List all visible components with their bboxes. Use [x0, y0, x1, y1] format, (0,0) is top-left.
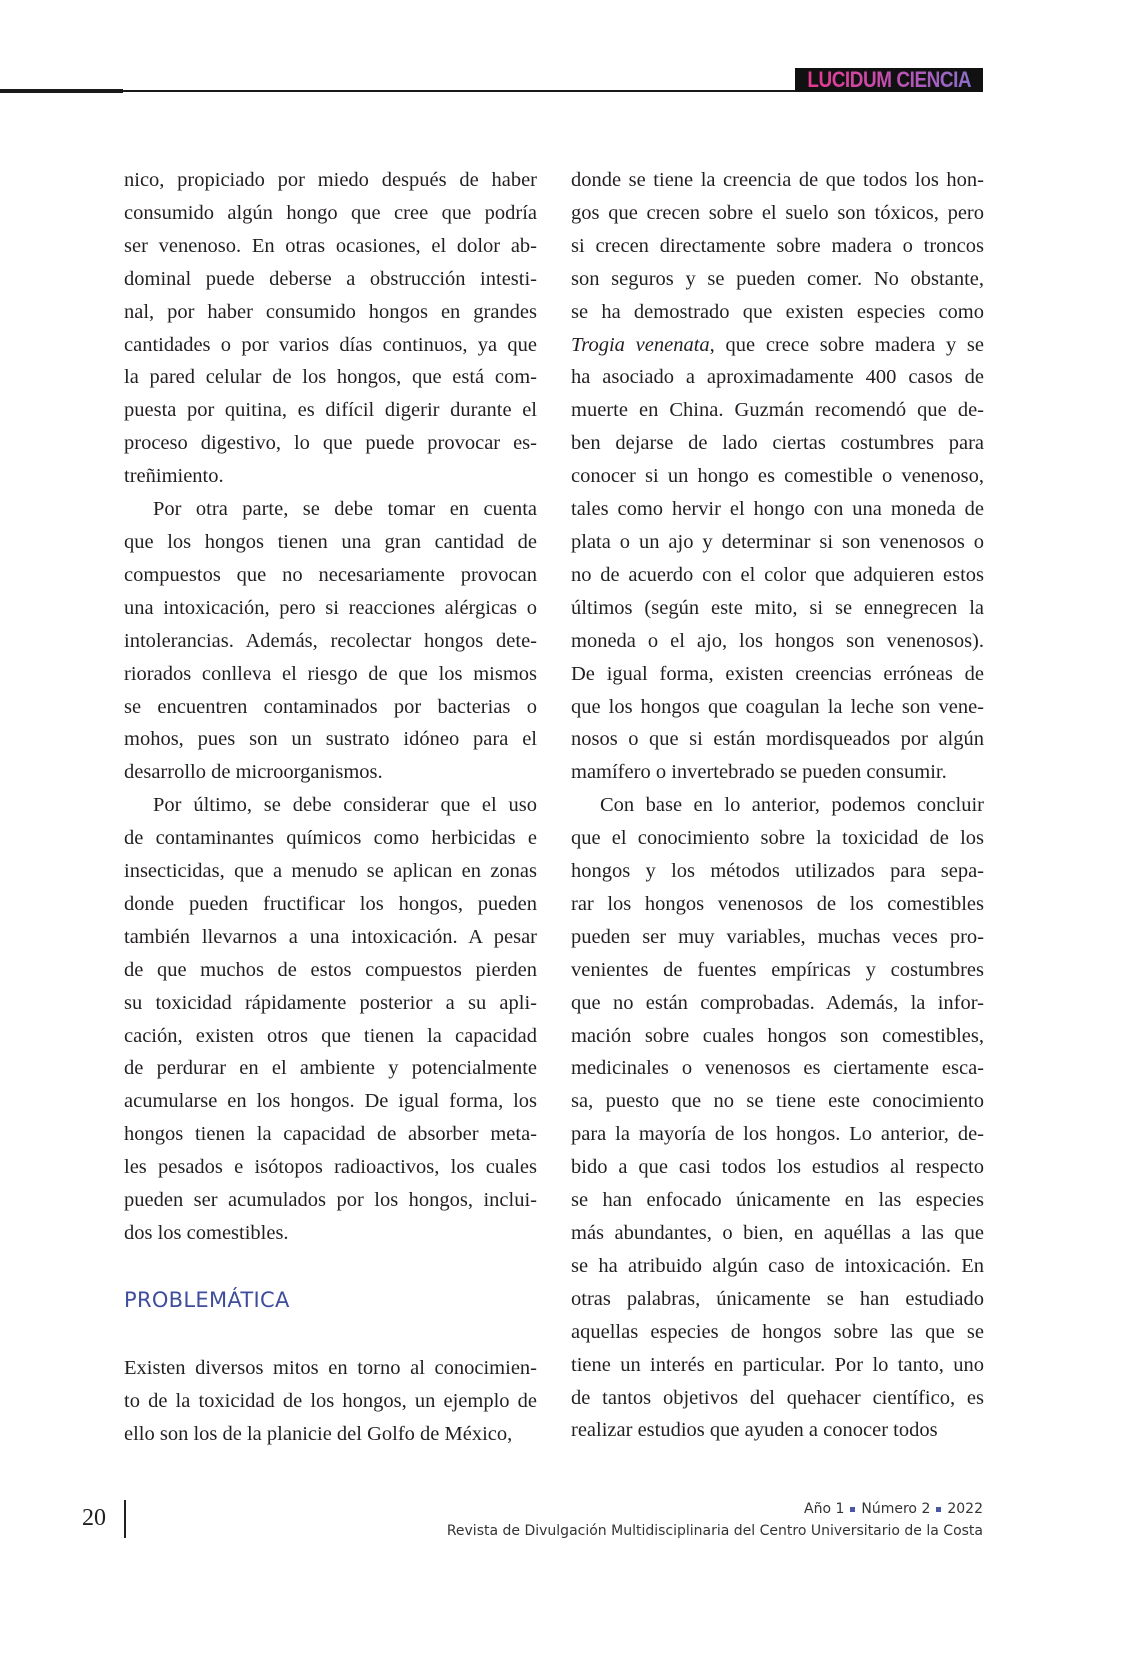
- text-line: conocer si un hongo es comestible o venenoso,: [571, 465, 984, 488]
- text-line: tiene un interés en particular. Por lo tanto, uno: [571, 1353, 984, 1376]
- paragraph: [124, 789, 537, 1250]
- text-line: medicinales o venenosos es ciertamente esca-: [571, 1057, 984, 1080]
- text-line: mohos, pues son un sustrato idóneo para el: [124, 728, 537, 751]
- paragraph: [571, 164, 984, 789]
- text-line: donde pueden fructificar los hongos, pueden: [124, 892, 537, 915]
- text-line: si crecen directamente sobre madera o troncos: [571, 234, 984, 257]
- text-line: sa, puesto que no se tiene este conocimiento: [571, 1090, 984, 1113]
- text-line: se ha demostrado que existen especies como: [571, 300, 984, 323]
- text-line: se ha atribuido algún caso de intoxicación. En: [571, 1254, 984, 1277]
- page-number: 20: [82, 1505, 106, 1531]
- text-line: una intoxicación, pero si reacciones alérgicas o: [124, 596, 537, 619]
- text-line: nico, propiciado por miedo después de haber: [124, 169, 537, 191]
- text-line: insecticidas, que a menudo se aplican en zonas: [124, 860, 537, 883]
- text-line: muerte en China. Guzmán recomendó que de-: [571, 399, 984, 422]
- paragraph: [124, 1352, 537, 1451]
- paragraph: [124, 493, 537, 789]
- bullet-icon: [936, 1507, 941, 1512]
- text-line: venientes de fuentes empíricas y costumbres: [571, 958, 984, 981]
- text-line: otras palabras, únicamente se han estudiado: [571, 1287, 984, 1310]
- paragraph: [124, 164, 537, 493]
- text-line: se encuentren contaminados por bacterias o: [124, 695, 537, 718]
- text-line: para la mayoría de los hongos. Lo anterior, de-: [571, 1123, 984, 1146]
- text-line: acumularse en los hongos. De igual forma, los: [124, 1090, 537, 1113]
- year: 2022: [947, 1501, 983, 1517]
- text-line: treñimiento.: [124, 465, 224, 488]
- text-line: de tantos objetivos del quehacer científico, es: [571, 1386, 984, 1409]
- text-line: últimos (según este mito, si se ennegrecen la: [571, 596, 984, 619]
- text-line: se han enfocado únicamente en las especies: [571, 1189, 984, 1212]
- text-line: moneda o el ajo, los hongos son venenosos).: [571, 629, 984, 652]
- species-name: Trogia venenata: [571, 333, 710, 356]
- text-line: su toxicidad rápidamente posterior a su apli-: [124, 991, 537, 1014]
- text-line: to de la toxicidad de los hongos, un ejemplo de: [124, 1389, 537, 1412]
- text-line: dominal puede deberse a obstrucción intesti-: [124, 267, 537, 290]
- section-heading: PROBLEMÁTICA: [124, 1287, 290, 1312]
- text-line: que no están comprobadas. Además, la infor-: [571, 991, 984, 1014]
- text-line: riorados conlleva el riesgo de que los mismos: [124, 662, 537, 685]
- text-line: nosos o que si están mordisqueados por algún: [571, 728, 984, 751]
- header-rule-accent: [0, 89, 123, 93]
- text-line: que los hongos que coagulan la leche son vene-: [571, 695, 984, 718]
- issue-info: [447, 1498, 983, 1520]
- text-line: más abundantes, o bien, en aquéllas a las que: [571, 1222, 984, 1244]
- text-line: cación, existen otros que tienen la capacidad: [124, 1024, 537, 1047]
- journal-name: Revista de Divulgación Multidisciplinaria del Centro Universitario de la Costa: [446, 1523, 983, 1539]
- text-line: de contaminantes químicos como herbicidas e: [124, 827, 537, 850]
- text-line: dos los comestibles.: [124, 1222, 289, 1244]
- text-line: bido a que casi todos los estudios al respecto: [571, 1156, 984, 1179]
- text-line: desarrollo de microorganismos.: [124, 761, 383, 784]
- text-line: donde se tiene la creencia de que todos los hon-: [571, 169, 984, 191]
- issue-label: Número 2: [861, 1501, 931, 1517]
- text-line: de que muchos de estos compuestos pierden: [124, 958, 537, 981]
- text-line: Por último, se debe considerar que el uso: [153, 794, 537, 817]
- journal-badge-text: LUCIDUM CIENCIA: [807, 67, 971, 92]
- footer-divider: [124, 1500, 126, 1538]
- year-label: Año 1: [804, 1501, 845, 1517]
- text-line: nal, por haber consumido hongos en grandes: [124, 300, 537, 323]
- text-line: la pared celular de los hongos, que está com-: [124, 366, 537, 389]
- text-line: les pesados e isótopos radioactivos, los cuales: [124, 1156, 537, 1179]
- text-line: ben dejarse de lado ciertas costumbres para: [571, 432, 984, 455]
- journal-badge: [795, 68, 983, 92]
- text-line: Por otra parte, se debe tomar en cuenta: [153, 498, 537, 521]
- text-line: Con base en lo anterior, podemos concluir: [600, 794, 984, 817]
- right-column: [571, 164, 984, 1447]
- text-line: que el conocimiento sobre la toxicidad de los: [571, 827, 984, 850]
- text-line: Existen diversos mitos en torno al conocimien-: [124, 1356, 537, 1379]
- text-line: rar los hongos venenosos de los comestibles: [571, 892, 984, 915]
- text-line: ello son los de la planicie del Golfo de México,: [124, 1422, 513, 1445]
- text-line: puesta por quitina, es difícil digerir durante el: [124, 399, 537, 422]
- left-column: [124, 164, 537, 1451]
- text-line: pueden ser muy variables, muchas veces pro-: [571, 925, 984, 948]
- paragraph: [571, 789, 984, 1447]
- text-line: ha asociado a aproximadamente 400 casos de: [571, 366, 984, 389]
- text-line: compuestos que no necesariamente provocan: [124, 563, 537, 586]
- text-line: proceso digestivo, lo que puede provocar es-: [124, 432, 537, 455]
- text-line: también llevarnos a una intoxicación. A pesar: [124, 925, 537, 948]
- bullet-icon: [850, 1507, 855, 1512]
- text-line: no de acuerdo con el color que adquieren estos: [571, 563, 984, 586]
- text-line: que los hongos tienen una gran cantidad de: [124, 530, 537, 553]
- text-line: De igual forma, existen creencias erróneas de: [571, 662, 984, 685]
- text-line: cantidades o por varios días continuos, ya que: [124, 333, 537, 356]
- text-line: pueden ser acumulados por los hongos, inclui-: [124, 1189, 537, 1212]
- text-line: Trogia venenata, que crece sobre madera y se: [571, 333, 984, 356]
- text-line: plata o un ajo y determinar si son venenosos o: [571, 530, 984, 553]
- text-line: gos que crecen sobre el suelo son tóxicos, pero: [571, 201, 984, 224]
- text-line: son seguros y se pueden comer. No obstante,: [571, 267, 984, 290]
- text-line: aquellas especies de hongos sobre las que se: [571, 1320, 984, 1343]
- text-line: intolerancias. Además, recolectar hongos dete-: [124, 629, 537, 652]
- text-line: de perdurar en el ambiente y potencialmente: [124, 1057, 537, 1080]
- text-line: tales como hervir el hongo con una moneda de: [571, 498, 984, 521]
- text-line: realizar estudios que ayuden a conocer todos: [571, 1419, 938, 1442]
- text-line: hongos y los métodos utilizados para sepa-: [571, 860, 984, 883]
- text-line: mamífero o invertebrado se pueden consumir.: [571, 761, 947, 784]
- text-line: ser venenoso. En otras ocasiones, el dolor ab-: [124, 234, 537, 257]
- text-line: hongos tienen la capacidad de absorber meta-: [124, 1123, 537, 1146]
- text-line: mación sobre cuales hongos son comestibles,: [571, 1024, 984, 1047]
- text-line: consumido algún hongo que cree que podría: [124, 201, 537, 224]
- footer-info: [447, 1498, 983, 1542]
